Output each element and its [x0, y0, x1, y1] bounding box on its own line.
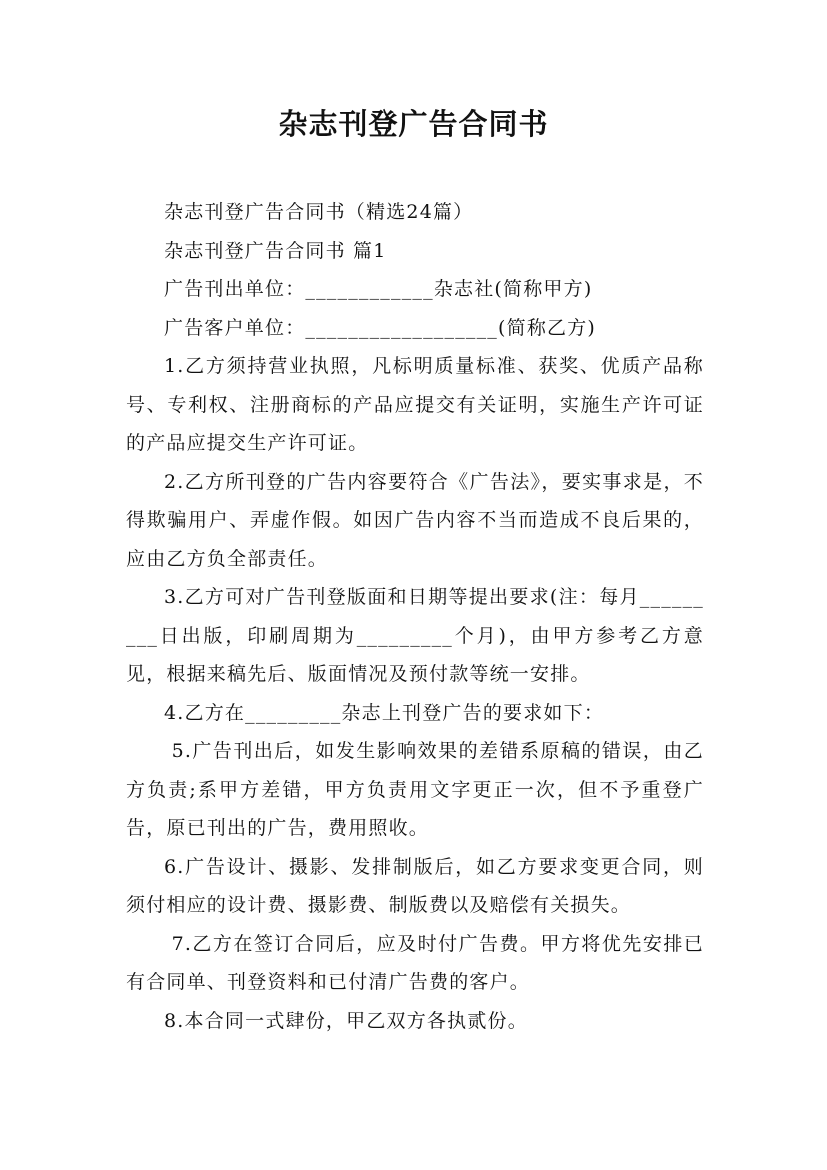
paragraph-clause-5: 5.广告刊出后，如发生影响效果的差错系原稿的错误，由乙方负责;系甲方差错，甲方负责用文字更正一次，但不予重登广告，原已刊出的广告，费用照收。 [126, 740, 704, 839]
paragraph-party-b: 广告客户单位：__________________(简称乙方) [164, 316, 597, 339]
paragraph-subtitle: 杂志刊登广告合同书（精选24篇） [164, 201, 474, 223]
paragraph-clause-1: 1.乙方须持营业执照，凡标明质量标准、获奖、优质产品称号、专利权、注册商标的产品应提交有关证明，实施生产许可证的产品应提交生产许可证。 [126, 355, 704, 454]
paragraph-section-heading: 杂志刊登广告合同书 篇1 [164, 239, 387, 262]
document-title: 杂志刊登广告合同书 [278, 107, 549, 141]
paragraph-party-a: 广告刊出单位：____________杂志社(简称甲方) [164, 278, 593, 300]
paragraph-clause-3: 3.乙方可对广告刊登版面和日期等提出要求(注：每月_________日出版，印刷周期为_________个月)，由甲方参考乙方意见，根据来稿先后、版面情况及预付款等统一安排。 [126, 586, 704, 685]
paragraph-clause-6: 6.广告设计、摄影、发排制版后，如乙方要求变更合同，则须付相应的设计费、摄影费、制版费以及赔偿有关损失。 [126, 855, 704, 916]
paragraph-clause-2: 2.乙方所刊登的广告内容要符合《广告法》，要实事求是，不得欺骗用户、弄虚作假。如因广告内容不当而造成不良后果的，应由乙方负全部责任。 [126, 470, 704, 570]
paragraph-clause-4: 4.乙方在_________杂志上刊登广告的要求如下： [164, 701, 605, 724]
paragraph-clause-8: 8.本合同一式肆份，甲乙双方各执贰份。 [164, 1009, 528, 1032]
paragraph-clause-7: 7.乙方在签订合同后，应及时付广告费。甲方将优先安排已有合同单、刊登资料和已付清广告费的客户。 [126, 932, 704, 993]
document-body [126, 193, 704, 1040]
